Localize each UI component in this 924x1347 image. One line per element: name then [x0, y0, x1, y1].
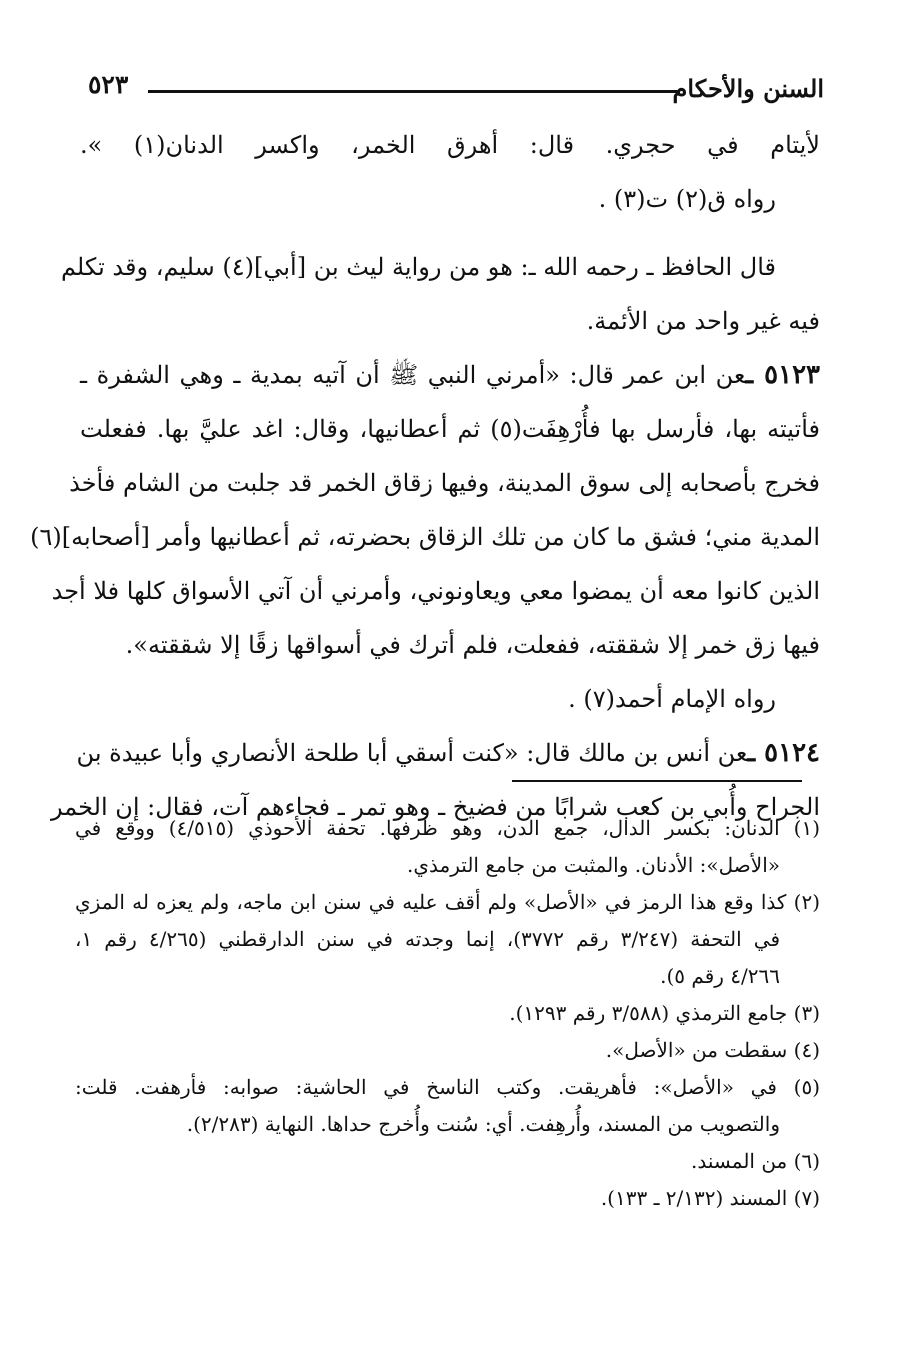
text-line: فأتيته بها، فأرسل بها فأُرْهِفَت(٥) ثم أعطانيها، وقال: اغد عليَّ بها. ففعلت [80, 415, 820, 443]
page-number: ٥٢٣ [88, 70, 129, 99]
text-line: رواه الإمام أحمد(٧) . [568, 685, 776, 713]
footnote-line: «الأصل»: الأدنان. والمثبت من جامع الترمذي. [407, 853, 780, 877]
text-line: الجراح وأُبي بن كعب شرابًا من فضيخ ـ وهو تمر ـ فجاءهم آت، فقال: إن الخمر [51, 793, 820, 821]
text-line: لأيتام في حجري. قال: أهرق الخمر، واكسر الدنان(١) ». [80, 131, 820, 159]
header-rule [148, 90, 679, 93]
footnote-line: والتصويب من المسند، وأُرهِفت. أي: سُنت وأُخرج حداها. النهاية (٢/٢٨٣). [186, 1112, 780, 1136]
text-line: فخرج بأصحابه إلى سوق المدينة، وفيها زقاق الخمر قد جلبت من الشام فأخذ [69, 469, 820, 497]
footnote-line: (٤) سقطت من «الأصل». [605, 1038, 820, 1062]
footnote-separator [512, 780, 802, 782]
text-line: الذين كانوا معه أن يمضوا معي ويعاونوني، وأمرني أن آتي الأسواق كلها فلا أجد [51, 577, 820, 605]
main-text [30, 118, 820, 834]
footnote-line: (٣) جامع الترمذي (٣/٥٨٨ رقم ١٢٩٣). [509, 1001, 820, 1025]
text-line: فيه غير واحد من الأئمة. [586, 307, 820, 335]
footnote-line: (٧) المسند (٢/١٣٢ ـ ١٣٣). [600, 1186, 820, 1210]
text-line: المدية مني؛ فشق ما كان من تلك الزقاق بحضرته، ثم أعطانيها وأمر [أصحابه](٦) [30, 523, 820, 551]
footnote-line: (١) الدنان: بكسر الدال، جمع الدن، وهو ظرفها. تحفة الأحوذي (٤/٥١٥) ووقع في [75, 816, 820, 840]
text-line: قال الحافظ ـ رحمه الله ـ: هو من رواية ليث بن [أبي](٤) سليم، وقد تكلم [60, 253, 776, 281]
hadith-number: ٥١٢٤ ـ [747, 738, 820, 768]
footnotes [75, 810, 820, 1217]
footnote-line: (٥) في «الأصل»: فأهريقت. وكتب الناسخ في الحاشية: صوابه: فأرهفت. قلت: [75, 1075, 820, 1099]
hadith-number: ٥١٢٣ ـ [745, 360, 820, 390]
footnote-line: ٤/٢٦٦ رقم ٥). [660, 964, 780, 988]
hadith-first-line: ٥١٢٣ ـعن ابن عمر قال: «أمرني النبي ﷺ أن آتيه بمدية ـ وهي الشفرة ـ [80, 360, 820, 390]
hadith-first-line: ٥١٢٤ ـعن أنس بن مالك قال: «كنت أسقي أبا طلحة الأنصاري وأبا عبيدة بن [76, 738, 820, 768]
footnote-line: (٦) من المسند. [691, 1149, 820, 1173]
footnote-line: في التحفة (٣/٢٤٧ رقم ٣٧٧٢)، إنما وجدته في سنن الدارقطني (٤/٢٦٥ رقم ١، [75, 927, 781, 951]
text-line: رواه ق(٢) ت(٣) . [598, 185, 776, 213]
chapter-title: السنن والأحكام [672, 74, 824, 103]
footnote-line: (٢) كذا وقع هذا الرمز في «الأصل» ولم أقف عليه في سنن ابن ماجه، ولم يعزه له المزي [75, 890, 820, 914]
running-header [88, 70, 824, 114]
text-line: فيها زق خمر إلا شققته، ففعلت، فلم أترك في أسواقها زقًا إلا شققته». [125, 631, 820, 659]
